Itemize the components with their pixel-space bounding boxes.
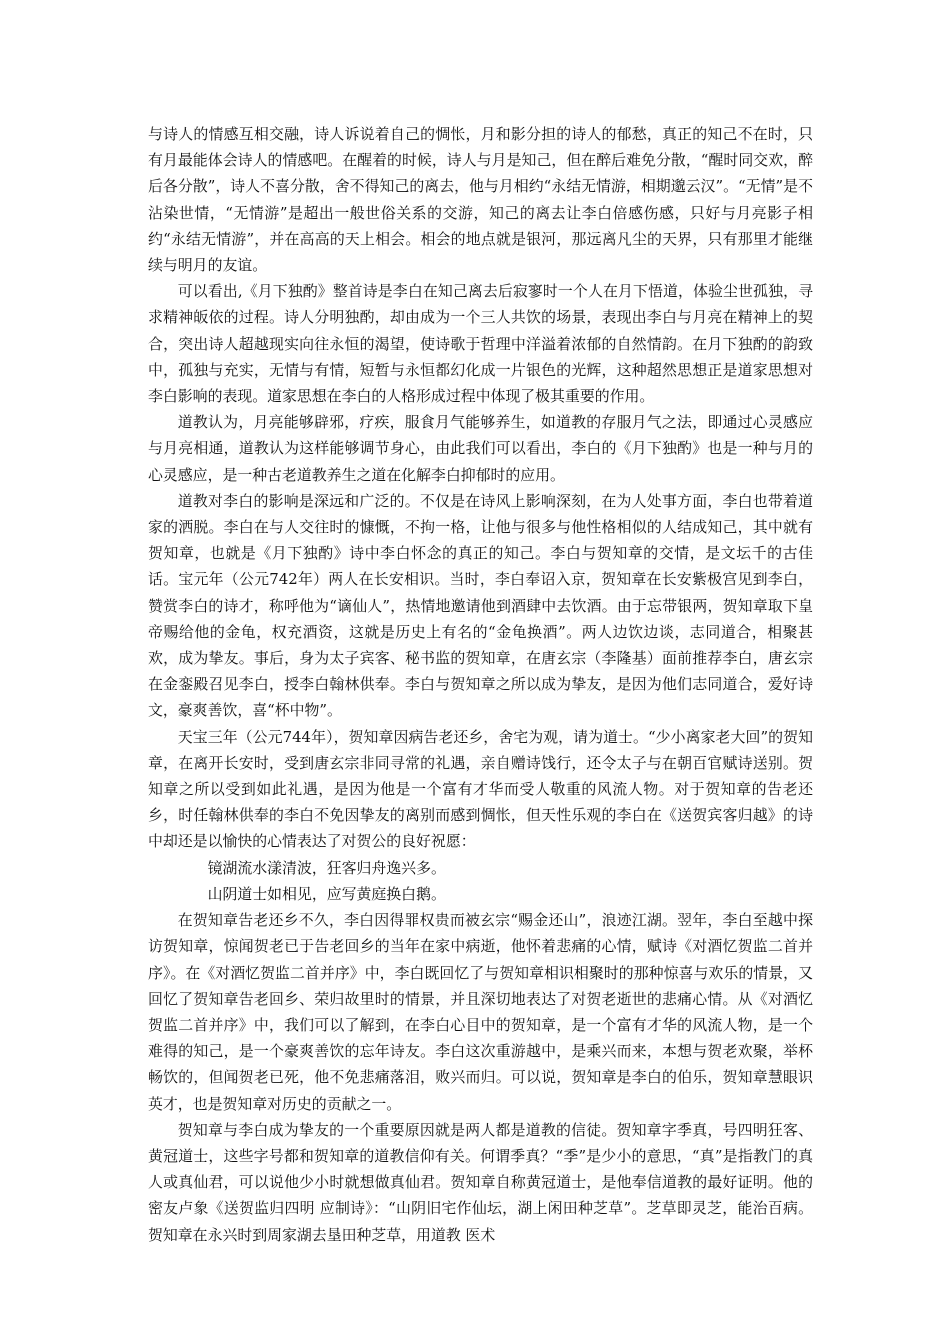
paragraph: 道教认为，月亮能够辟邪，疗疾，服食月气能够养生，如道教的存服月气之法，即通过心灵感应与月亮相通，道教认为这样能够调节身心，由此我们可以看出，李白的《月下独酌》也是一种与月的心灵感应，是一种古老道教养生之道在化解李白抑郁时的应用。 (148, 413, 813, 484)
body-text (148, 121, 813, 1248)
paragraph: 天宝三年（公元744年），贺知章因病告老还乡，舍宅为观，请为道士。“少小离家老大回”的贺知章，在离开长安时，受到唐玄宗非同寻常的礼遇，亲自赠诗饯行，还令太子与在朝百官赋诗送别。贺知章之所以受到如此礼遇，是因为他是一个富有才华而受人敬重的风流人物。对于贺知章的告老还乡，时任翰林供奉的李白不免因挚友的离别而感到惆怅，但天性乐观的李白在《送贺宾客归越》的诗中却还是以愉快的心情表达了对贺公的良好祝愿： (148, 727, 813, 851)
paragraph: 道教对李白的影响是深远和广泛的。不仅是在诗风上影响深刻，在为人处事方面，李白也带着道家的洒脱。李白在与人交往时的慷慨，不拘一格，让他与很多与他性格相似的人结成知己，其中就有贺知章，也就是《月下独酌》诗中李白怀念的真正的知己。李白与贺知章的交情，是文坛千的古佳话。宝元年（公元742年）两人在长安相识。当时，李白奉诏入京，贺知章在长安紫极宫见到李白，赞赏李白的诗才，称呼他为“谪仙人”，热情地邀请他到酒肆中去饮酒。由于忘带银两，贺知章取下皇帝赐给他的金龟，权充酒资，这就是历史上有名的“金龟换酒”。两人边饮边谈，志同道合，相聚甚欢，成为挚友。事后，身为太子宾客、秘书监的贺知章，在唐玄宗（李隆基）面前推荐李白，唐玄宗在金銮殿召见李白，授李白翰林供奉。李白与贺知章之所以成为挚友，是因为他们志同道合，爱好诗文，豪爽善饮，喜“杯中物”。 (148, 491, 813, 720)
paragraph: 可以看出,《月下独酌》整首诗是李白在知己离去后寂寥时一个人在月下悟道，体验尘世孤独，寻求精神皈依的过程。诗人分明独酌，却由成为一个三人共饮的场景，表现出李白与月亮在精神上的契合，突出诗人超越现实向往永恒的渴望，使诗歌于哲理中洋溢着浓郁的自然情韵。在月下独酌的韵致中，孤独与充实，无情与有情，短暂与永恒都幻化成一片银色的光辉，这种超然思想正是道家思想对李白影响的表现。道家思想在李白的人格形成过程中体现了极其重要的作用。 (148, 282, 813, 406)
paragraph: 贺知章与李白成为挚友的一个重要原因就是两人都是道教的信徒。贺知章字季真，号四明狂客、黄冠道士，这些字号都和贺知章的道教信仰有关。何谓季真？“季”是少小的意思，“真”是指教门的真人或真仙君，可以说他少小时就想做真仙君。贺知章自称黄冠道士，是他奉信道教的最好证明。他的密友卢象《送贺监归四明 应制诗》：“山阴旧宅作仙坛，湖上闲田种芝草”。芝草即灵芝，能治百病。贺知章在永兴时到周家湖去垦田种芝草，用道教 医术 (148, 1120, 813, 1244)
poem-line: 镜湖流水漾清波，狂客归舟逸兴多。 (207, 858, 446, 877)
paragraph: 在贺知章告老还乡不久，李白因得罪权贵而被玄宗“赐金还山”，浪迹江湖。翌年，李白至越中探访贺知章，惊闻贺老已于告老回乡的当年在家中病逝，他怀着悲痛的心情，赋诗《对酒忆贺监二首并序》。在《对酒忆贺监二首并序》中，李白既回忆了与贺知章相识相聚时的那种惊喜与欢乐的情景，又回忆了贺知章告老回乡、荣归故里时的情景，并且深切地表达了对贺老逝世的悲痛心情。从《对酒忆贺监二首并序》中，我们可以了解到，在李白心目中的贺知章，是一个富有才华的风流人物，是一个难得的知己，是一个豪爽善饮的忘年诗友。李白这次重游越中，是乘兴而来，本想与贺老欢聚，举杯畅饮的，但闻贺老已死，他不免悲痛落泪，败兴而归。可以说，贺知章是李白的伯乐，贺知章慧眼识英才，也是贺知章对历史的贡献之一。 (148, 911, 813, 1113)
poem-line: 山阴道士如相见，应写黄庭换白鹅。 (207, 884, 446, 903)
paragraph: 与诗人的情感互相交融，诗人诉说着自己的惆怅，月和影分担的诗人的郁愁，真正的知己不在时，只有月最能体会诗人的情感吧。在醒着的时候，诗人与月是知己，但在醉后难免分散，“醒时同交欢，醉后各分散”，诗人不喜分散，舍不得知己的离去，他与月相约“永结无情游，相期邈云汉”。“无情”是不沾染世情，“无情游”是超出一般世俗关系的交游，知己的离去让李白倍感伤感，只好与月亮影子相约“永结无情游”，并在高高的天上相会。相会的地点就是银河，那远离凡尘的天界，只有那里才能继续与明月的友谊。 (148, 125, 813, 275)
